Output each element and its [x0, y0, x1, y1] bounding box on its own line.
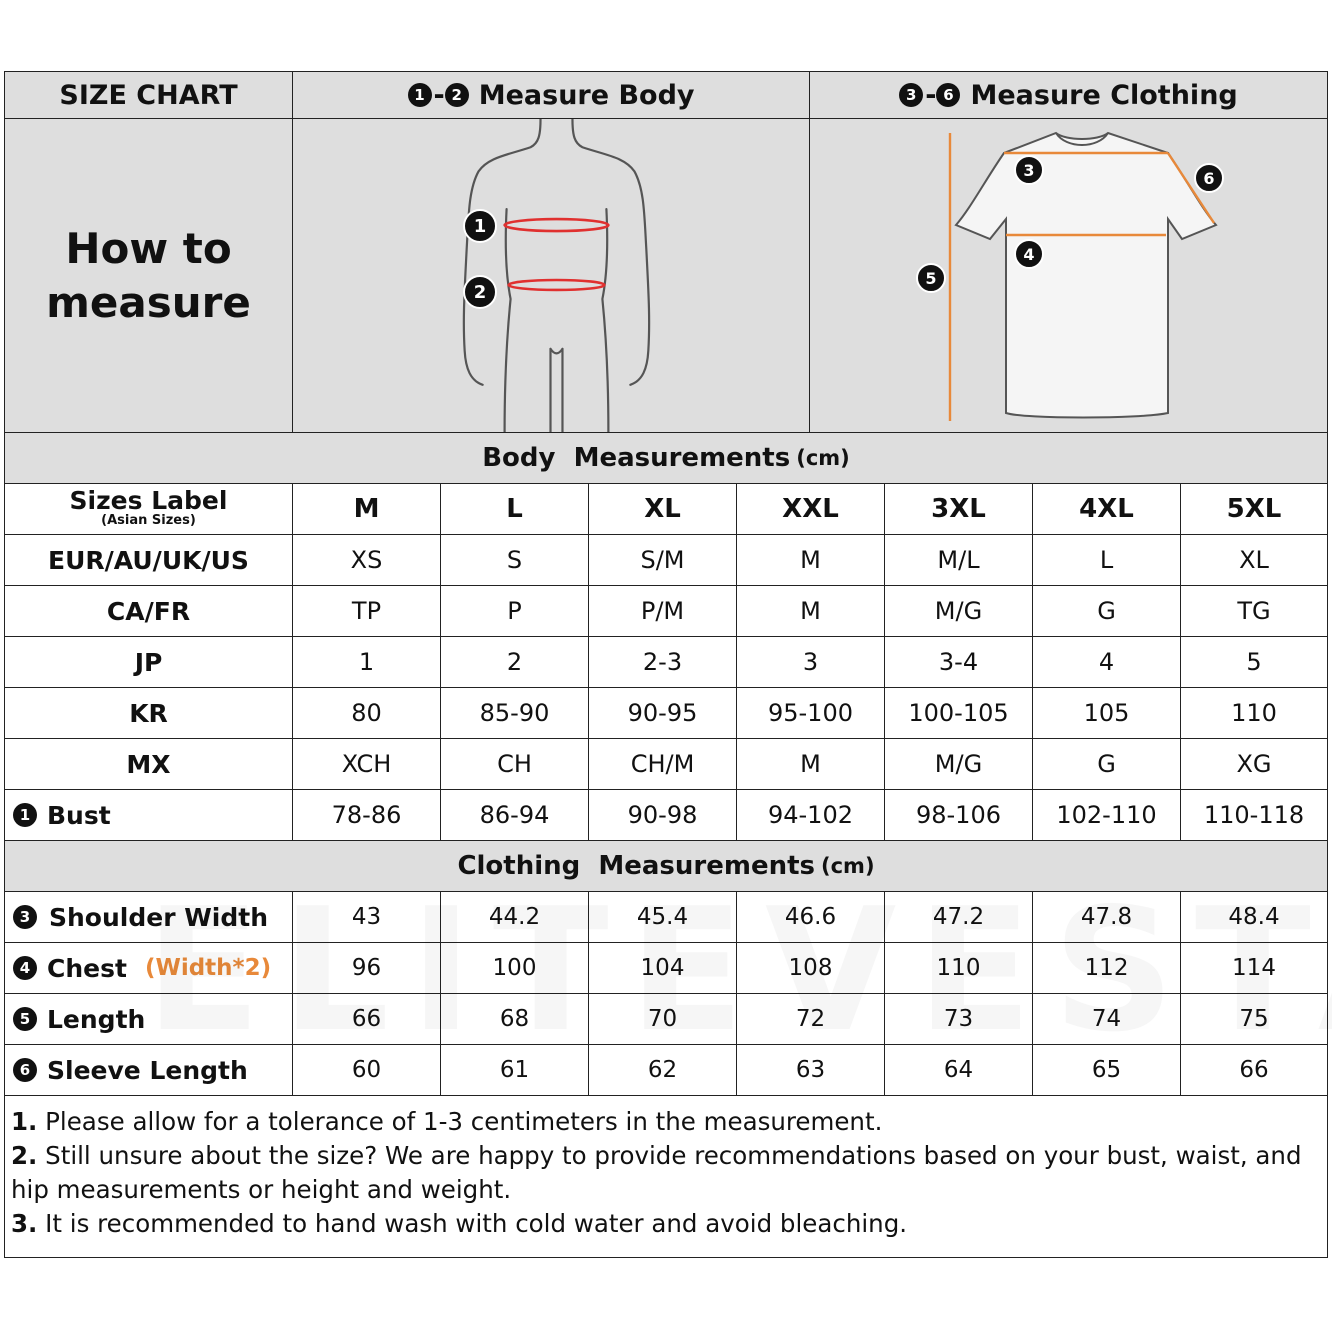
marker-2-icon: 2: [445, 83, 469, 107]
body-diagram: [293, 119, 810, 433]
clothing-diagram: [810, 119, 1327, 433]
shirt-marker-3-icon: 3: [1014, 155, 1044, 185]
table-row: 5 Length 66 68 70 72 73 74 75: [5, 994, 1327, 1045]
size-header: 5XL: [1181, 484, 1327, 535]
marker-4-icon: 4: [13, 956, 37, 980]
size-header: M: [293, 484, 441, 535]
header-row: [5, 72, 1327, 119]
table-row: 3 Shoulder Width 43 44.2 45.4 46.6 47.2 47.8 48.4: [5, 892, 1327, 943]
body-silhouette-icon: [293, 119, 809, 432]
clothing-measurements-band: Clothing Measurements (cm): [5, 841, 1327, 892]
measure-clothing-title: 3 - 6 Measure Clothing: [810, 72, 1327, 119]
size-header: XXL: [737, 484, 885, 535]
table-row: CA/FR TP P P/M M M/G G TG: [5, 586, 1327, 637]
marker-3-icon: 3: [13, 905, 37, 929]
size-chart: [4, 71, 1328, 1258]
marker-6-icon: 6: [936, 83, 960, 107]
shirt-marker-4-icon: 4: [1014, 239, 1044, 269]
table-row: MX XCH CH CH/M M M/G G XG: [5, 739, 1327, 790]
marker-1-icon: 1: [408, 83, 432, 107]
bust-row: 1 Bust 78-86 86-94 90-98 94-102 98-106 102-110 110-118: [5, 790, 1327, 841]
marker-5-icon: 5: [13, 1007, 37, 1031]
body-measurements-band: Body Measurements (cm): [5, 433, 1327, 484]
note-item: 3. It is recommended to hand wash with cold water and avoid bleaching.: [11, 1209, 908, 1238]
marker-3-icon: 3: [899, 83, 923, 107]
size-header: XL: [589, 484, 737, 535]
table-row: KR 80 85-90 90-95 95-100 100-105 105 110: [5, 688, 1327, 739]
sizes-label: Sizes Label (Asian Sizes): [5, 484, 293, 535]
how-to-row: [5, 119, 1327, 433]
size-header: L: [441, 484, 589, 535]
table-row: 6 Sleeve Length 60 61 62 63 64 65 66: [5, 1045, 1327, 1096]
size-chart-title: SIZE CHART: [5, 72, 293, 119]
shirt-marker-6-icon: 6: [1194, 163, 1224, 193]
table-row: 4 Chest (Width*2) 96 100 104 108 110 112 114: [5, 943, 1327, 994]
marker-6-icon: 6: [13, 1058, 37, 1082]
tshirt-icon: [810, 119, 1327, 432]
body-marker-2-icon: 2: [463, 275, 497, 309]
note-item: 2. Still unsure about the size? We are happy to provide recommendations based on your bust, waist, and hip measurements or height and weight.: [11, 1141, 1302, 1204]
notes: [5, 1095, 1327, 1251]
note-item: 1. Please allow for a tolerance of 1-3 centimeters in the measurement.: [11, 1107, 883, 1136]
marker-1-icon: 1: [13, 803, 37, 827]
shirt-marker-5-icon: 5: [916, 263, 946, 293]
body-marker-1-icon: 1: [463, 209, 497, 243]
table-row: JP 1 2 2-3 3 3-4 4 5: [5, 637, 1327, 688]
how-to-measure: How to measure: [5, 119, 293, 433]
measure-body-title: 1 - 2 Measure Body: [293, 72, 810, 119]
sizes-row: [5, 484, 1327, 535]
size-header: 4XL: [1033, 484, 1181, 535]
size-header: 3XL: [885, 484, 1033, 535]
table-row: EUR/AU/UK/US XS S S/M M M/L L XL: [5, 535, 1327, 586]
